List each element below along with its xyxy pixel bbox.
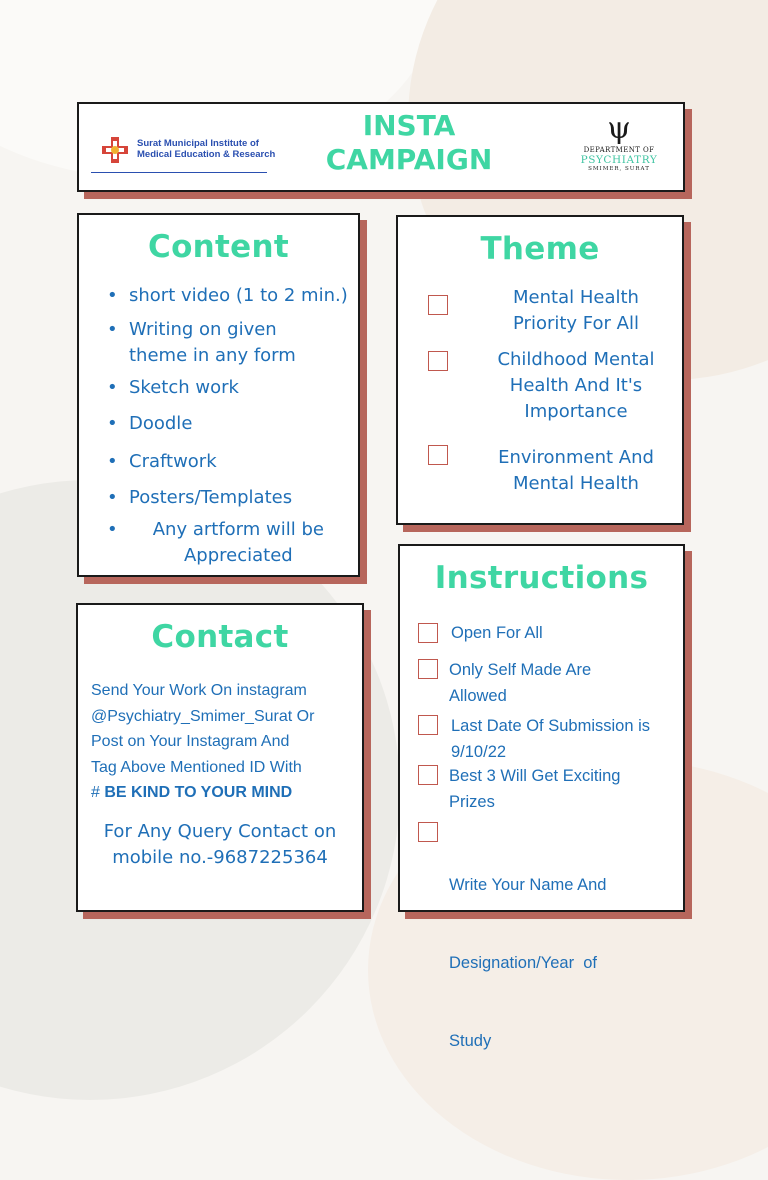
contact-title: Contact <box>151 619 289 655</box>
content-card <box>77 213 360 577</box>
list-item: • Any artform will be Appreciated <box>107 517 348 569</box>
psychiatry-dept-logo: ψ DEPARTMENT OF PSYCHIATRY SMIMER, SURAT <box>580 111 658 172</box>
hashtag: BE KIND TO YOUR MIND <box>104 784 293 801</box>
divider <box>91 172 267 173</box>
psi-icon: ψ <box>607 111 631 146</box>
query-contact: For Any Query Contact on mobile no.-9687225364 <box>103 821 337 868</box>
checkbox-icon[interactable] <box>418 765 438 785</box>
contact-instructions: Send Your Work On instagram @Psychiatry_Smimer_Surat Or Post on Your Instagram And Tag Above Mentioned ID With # BE KIND TO YOUR MIND <box>91 682 315 801</box>
checkbox-icon[interactable] <box>418 822 438 842</box>
medical-cross-icon <box>101 136 129 164</box>
list-item: • Writing on given theme in any form <box>107 317 348 369</box>
list-item: • Doodle <box>107 411 348 437</box>
list-item: • Sketch work <box>107 375 348 401</box>
checkbox-icon[interactable] <box>428 445 448 465</box>
smimer-logo <box>101 134 301 174</box>
instructions-card: Instructions Open For All Only Self Made Are Allowed Last Date Of Submission is 9/10/22 Best 3 Will Get Exciting Prizes Write Your Name And Designation/Year of Study <box>398 544 685 912</box>
content-title: Content <box>148 229 289 265</box>
contact-card <box>76 603 364 912</box>
checkbox-icon[interactable] <box>428 295 448 315</box>
checkbox-icon[interactable] <box>418 623 438 643</box>
list-item: • Posters/Templates <box>107 485 348 511</box>
checkbox-icon[interactable] <box>418 659 438 679</box>
theme-title: Theme <box>480 231 600 267</box>
list-item: • short video (1 to 2 min.) <box>107 283 348 309</box>
header-banner <box>77 102 685 192</box>
page-title: INSTA CAMPAIGN <box>325 109 493 176</box>
list-item: • Craftwork <box>107 449 348 475</box>
checkbox-icon[interactable] <box>428 351 448 371</box>
checkbox-icon[interactable] <box>418 715 438 735</box>
instructions-title: Instructions <box>434 560 649 596</box>
theme-card: Theme Mental Health Priority For All Childhood Mental Health And It's Importance Environment And Mental Health <box>396 215 684 525</box>
institute-name: Surat Municipal Institute of Medical Education & Research <box>137 138 276 160</box>
content-list <box>107 283 348 569</box>
